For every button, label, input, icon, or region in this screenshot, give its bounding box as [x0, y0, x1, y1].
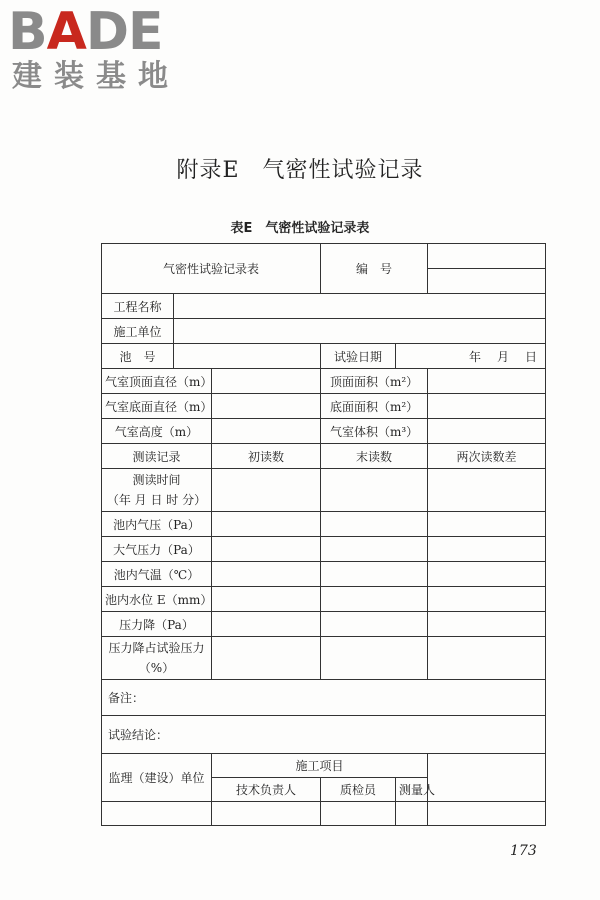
pool-number-value: [174, 344, 321, 369]
form-header-title: 气密性试验记录表: [102, 244, 321, 294]
top-diameter-value: [212, 369, 321, 394]
reading-header-row: [102, 444, 546, 469]
signature-row-3: [102, 802, 546, 826]
construction-unit-value: [174, 319, 546, 344]
pressure-drop-label: 压力降（Pa）: [102, 612, 212, 637]
pool-number-label: 池 号: [102, 344, 174, 369]
page-number: 173: [510, 843, 537, 859]
construction-unit-label: 施工单位: [102, 319, 174, 344]
table-row: [102, 587, 546, 612]
table-row: [102, 537, 546, 562]
number-value-1: [428, 244, 546, 269]
drop-ratio-label: 压力降占试验压力 （%）: [102, 637, 212, 680]
table-row: [102, 637, 546, 680]
chamber-height-value: [212, 419, 321, 444]
reading-time-diff: [428, 469, 546, 512]
construction-project-label: 施工项目: [212, 754, 428, 778]
remarks-row: [102, 680, 546, 716]
header-row-1: [102, 244, 546, 269]
table-row: [102, 419, 546, 444]
table-row: [102, 562, 546, 587]
pool-pressure-label: 池内气压（Pa）: [102, 512, 212, 537]
table-row: [102, 319, 546, 344]
bade-logo: [8, 4, 180, 94]
number-value-2: [428, 269, 546, 294]
reading-time-label: 测读时间 （年 月 日 时 分）: [102, 469, 212, 512]
inspector-label: 质检员: [321, 778, 396, 802]
surveyor-sign: [396, 802, 428, 826]
tech-lead-label: 技术负责人: [212, 778, 321, 802]
table-row: [102, 344, 546, 369]
number-label: 编 号: [321, 244, 428, 294]
signature-row-1: [102, 754, 546, 778]
inspector-sign: [321, 802, 396, 826]
supervision-unit-label: 监理（建设）单位: [102, 754, 212, 802]
logo-wordmark: BADE: [8, 2, 163, 62]
pool-temp-label: 池内气温（℃）: [102, 562, 212, 587]
final-reading-header: 末读数: [321, 444, 428, 469]
extra-sign: [428, 802, 546, 826]
table-title: 表E 气密性试验记录表: [230, 221, 370, 236]
table-row: [102, 612, 546, 637]
initial-reading-header: 初读数: [212, 444, 321, 469]
bottom-diameter-value: [212, 394, 321, 419]
reading-time-final: [321, 469, 428, 512]
bottom-area-value: [428, 394, 546, 419]
table-row: [102, 394, 546, 419]
conclusion-label: 试验结论：: [102, 716, 546, 754]
project-name-label: 工程名称: [102, 294, 174, 319]
reading-time-initial: [212, 469, 321, 512]
table-row: [102, 469, 546, 512]
conclusion-row: [102, 716, 546, 754]
reading-record-label: 测读记录: [102, 444, 212, 469]
chamber-volume-value: [428, 419, 546, 444]
surveyor-label: 测量人: [396, 778, 428, 802]
test-date-label: 试验日期: [321, 344, 396, 369]
table-row: [102, 294, 546, 319]
table-row: [102, 369, 546, 394]
construction-project-blank: [428, 754, 546, 802]
logo-subtitle: 建装基地: [12, 59, 180, 94]
water-level-label: 池内水位 E（mm）: [102, 587, 212, 612]
atm-pressure-label: 大气压力（Pa）: [102, 537, 212, 562]
top-area-value: [428, 369, 546, 394]
bottom-diameter-label: 气室底面直径（m）: [102, 394, 212, 419]
top-diameter-label: 气室顶面直径（m）: [102, 369, 212, 394]
top-area-label: 顶面面积（m²）: [321, 369, 428, 394]
table-row: [102, 512, 546, 537]
chamber-volume-label: 气室体积（m³）: [321, 419, 428, 444]
page-title: 附录E 气密性试验记录: [176, 158, 424, 183]
remarks-label: 备注：: [102, 680, 546, 716]
supervision-sign: [102, 802, 212, 826]
test-date-value: 年 月 日: [396, 344, 546, 369]
tech-lead-sign: [212, 802, 321, 826]
project-name-value: [174, 294, 546, 319]
bottom-area-label: 底面面积（m²）: [321, 394, 428, 419]
chamber-height-label: 气室高度（m）: [102, 419, 212, 444]
difference-header: 两次读数差: [428, 444, 546, 469]
airtightness-record-table: [101, 243, 546, 826]
